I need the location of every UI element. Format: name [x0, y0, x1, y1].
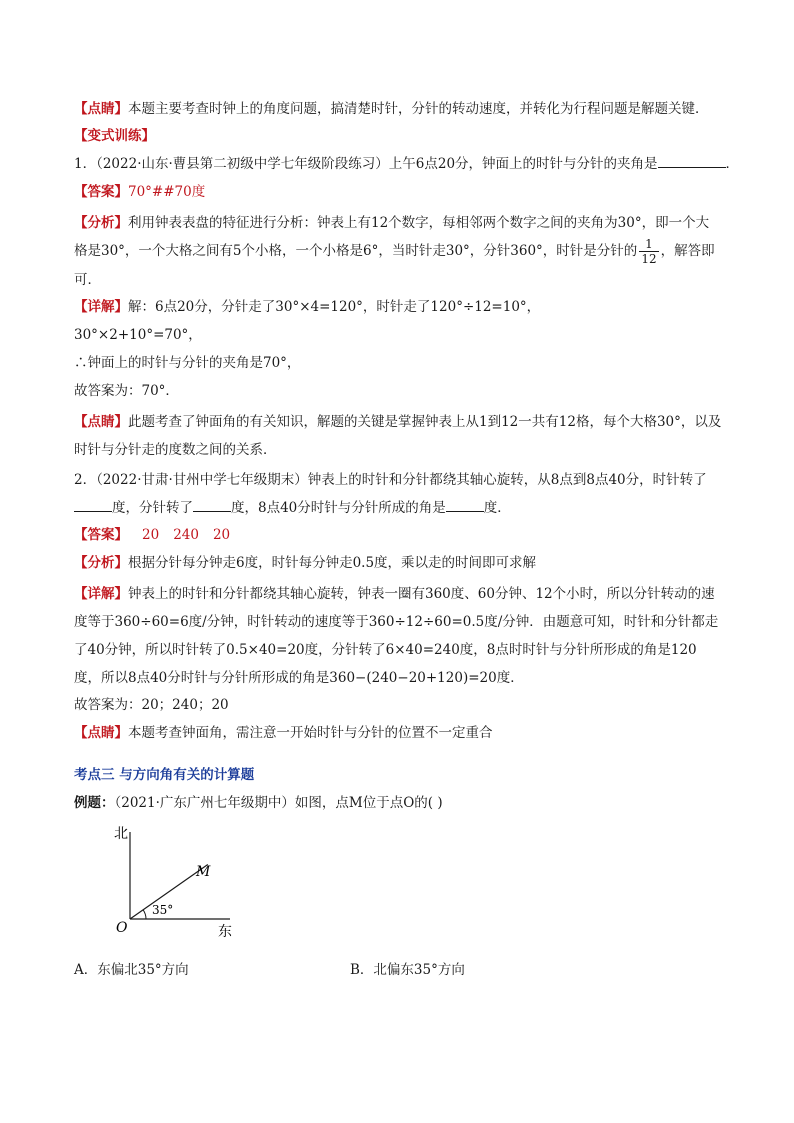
option-a[interactable]: A．东偏北35°方向: [74, 962, 189, 978]
answer-blank: [74, 497, 112, 512]
question-2-answer: 【答案】 20 240 20: [74, 527, 231, 543]
variant-training-heading: 【变式训练】: [74, 128, 155, 144]
question-1-dianjing: 【点睛】此题考查了钟面角的有关知识，解题的关键是掌握钟表上从1到12一共有12格，每个大格30°，以及时针与分针走的度数之间的关系．: [74, 414, 722, 458]
question-1-detail-4: 故答案为：70°．: [74, 383, 179, 399]
direction-angle-figure: [112, 824, 252, 944]
east-label: 东: [218, 924, 232, 940]
point-m-label: M: [196, 864, 211, 880]
north-label: 北: [114, 826, 128, 842]
question-1-stem: 1．（2022·山东·曹县第二初级中学七年级阶段练习）上午6点20分，钟面上的时针与分针的夹角是 ．: [74, 153, 722, 175]
question-1-answer: 【答案】70°##70度: [74, 184, 206, 200]
example-stem: 例题：（2021·广东广州七年级期中）如图，点M位于点O的( ): [74, 795, 443, 811]
question-1-detail-3: ∴钟面上的时针与分针的夹角是70°，: [74, 355, 301, 371]
question-1-detail-1: 【详解】解：6点20分，分针走了30°×4=120°，时针走了120°÷12=10°，: [74, 299, 541, 315]
dianjing-paragraph: [74, 95, 722, 123]
answer-blank: [193, 497, 231, 512]
question-2-analysis: 【分析】根据分针每分钟走6度，时针每分钟走0.5度，乘以走的时间即可求解: [74, 555, 537, 571]
question-2-stem: 2．（2022·甘肃·甘州中学七年级期末）钟表上的时针和分针都绕其轴心旋转，从8点到8点40分，时针转了度，分针转了 度，8点40分时针与分针所成的角是 度．: [74, 472, 707, 516]
answer-blank: [658, 153, 726, 168]
fraction: $\frac{1}{12}$: [641, 237, 657, 266]
direction-diagram: [112, 824, 252, 944]
angle-arc: [143, 910, 146, 919]
option-b[interactable]: B．北偏东35°方向: [350, 962, 465, 978]
options: [74, 958, 722, 978]
dianjing-text: 本题主要考查时钟上的角度问题，搞清楚时针，分针的转动速度，并转化为行程问题是解题关键．: [128, 101, 709, 117]
origin-label: O: [116, 920, 128, 936]
section-heading: 考点三 与方向角有关的计算题: [74, 767, 255, 783]
question-1-analysis: 【分析】利用钟表表盘的特征进行分析：钟表上有12个数字，每相邻两个数字之间的夹角为30°，即一个大格是30°，一个大格之间有5个小格，一个小格是6°，当时针走30°，分针360°，时针是分针的 $\frac{1}{12}$ ，解答即可．: [74, 215, 715, 288]
document-content: [74, 95, 740, 978]
question-1-detail-2: 30°×2+10°=70°，: [74, 327, 202, 343]
angle-label: 35°: [152, 903, 174, 917]
answer-blank: [446, 497, 484, 512]
question-2-detail: 【详解】钟表上的时针和分针都绕其轴心旋转，钟表一圈有360度、60分钟、12个小时，所以分针转动的速度等于360÷60=6度/分钟，时针转动的速度等于360÷12÷60=0.5度/分钟．由题意可知，时针和分针都走了40分钟，所以时针转了0.5×40=20度，分针转了6×40=240度，8点时时针与分针所形成的角是120度，所以8点40分时针与分针所形成的角是360−(240−20+120)=20度．: [74, 586, 719, 686]
dianjing-tag: 【点睛】: [74, 101, 128, 117]
question-2-conclusion: 故答案为：20；240；20: [74, 697, 229, 713]
question-2-dianjing: 【点睛】本题考查钟面角，需注意一开始时针与分针的位置不一定重合: [74, 725, 493, 741]
